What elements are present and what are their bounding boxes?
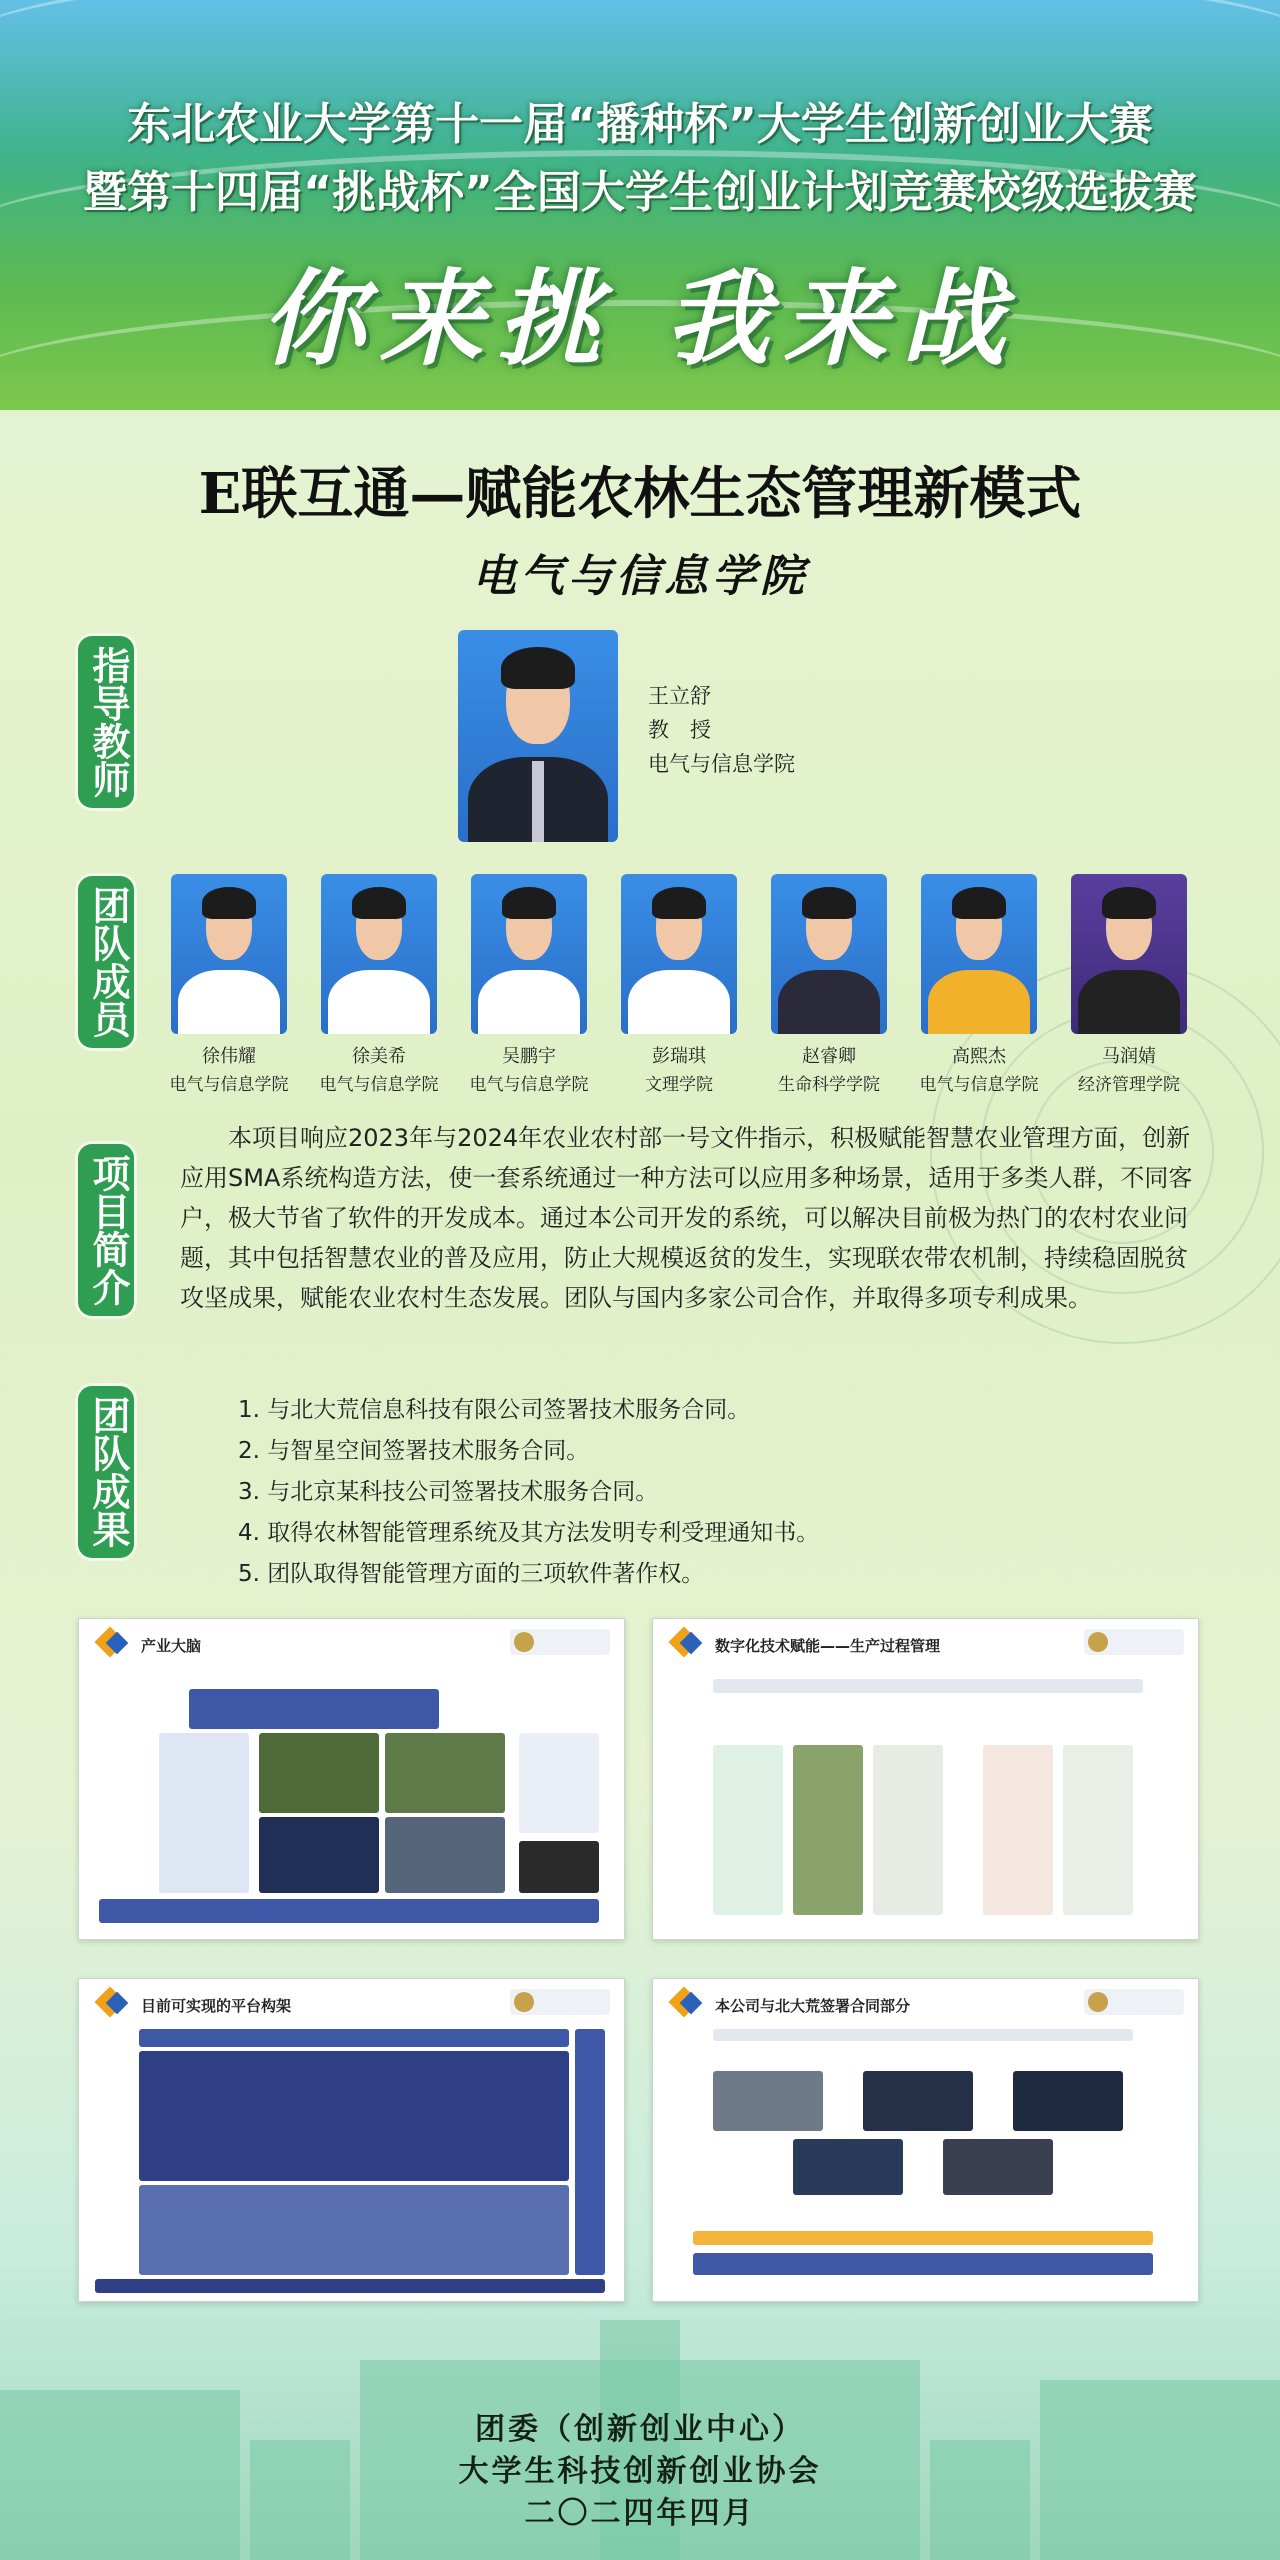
- section-tag-intro: 项目简介: [78, 1144, 134, 1316]
- screenshot-production-management: [652, 1618, 1199, 1940]
- advisor-photo-tie: [532, 761, 545, 842]
- achievement-item: 2. 与智星空间签署技术服务合同。: [238, 1438, 590, 1464]
- member-photo: [771, 874, 887, 1034]
- slogan: 你来挑 我来战: [260, 257, 1020, 380]
- member-name: 徐伟耀: [202, 1046, 256, 1067]
- footer-association: 大学生科技创新创业协会: [458, 2454, 822, 2489]
- phone-thumbnail: [713, 1745, 783, 1915]
- member-card: [304, 874, 454, 1095]
- member-name: 徐美希: [352, 1046, 406, 1067]
- university-logo-icon: [1084, 1989, 1184, 2015]
- screenshot-title: 本公司与北大荒签署合同部分: [715, 1997, 911, 2015]
- member-card: [1054, 874, 1204, 1095]
- phone-thumbnail: [873, 1745, 943, 1915]
- diagram-block: [693, 2231, 1153, 2245]
- screenshot-platform-architecture: [78, 1978, 625, 2302]
- diagram-block: [139, 2029, 569, 2047]
- diagram-block: [159, 1733, 249, 1893]
- map-thumbnail: [259, 1733, 379, 1813]
- screenshot-title: 数字化技术赋能——生产过程管理: [715, 1637, 941, 1655]
- member-college: 文理学院: [645, 1075, 713, 1095]
- diagram-block: [713, 1679, 1143, 1693]
- project-college: 电气与信息学院: [472, 551, 808, 602]
- achievement-item: 5. 团队取得智能管理方面的三项软件著作权。: [238, 1561, 705, 1587]
- diagram-block: [139, 2051, 569, 2181]
- project-intro-text: 本项目响应2023年与2024年农业农村部一号文件指示，积极赋能智慧农业管理方面，创新应用SMA系统构造方法，使一套系统通过一种方法可以应用多种场景，适用于多类人群，不同客户，极大节省了软件的开发成本。通过本公司开发的系统，可以解决目前极为热门的农村农业问题，其中包括智慧农业的普及应用，防止大规模返贫的发生，实现联农带农机制，持续稳固脱贫攻坚成果，赋能农业农村生态发展。团队与国内多家公司合作，并取得多项专利成果。: [180, 1124, 1193, 1312]
- section-tag-team: 团队成员: [78, 876, 134, 1048]
- diagram-block: [575, 2029, 605, 2275]
- member-card: [454, 874, 604, 1095]
- member-photo: [471, 874, 587, 1034]
- footer-organizer: 团委（创新创业中心）: [475, 2412, 805, 2447]
- diagram-block: [693, 2253, 1153, 2275]
- achievements-list: [238, 1390, 1198, 1595]
- university-logo-icon: [510, 1989, 610, 2015]
- member-college: 生命科学学院: [778, 1075, 880, 1095]
- member-name: 彭瑞琪: [652, 1046, 706, 1067]
- dashboard-thumbnail: [1013, 2071, 1123, 2131]
- map-thumbnail: [385, 1733, 505, 1813]
- member-college: 电气与信息学院: [469, 1075, 589, 1095]
- section-tag-advisor: 指导教师: [78, 636, 134, 808]
- dashboard-thumbnail: [863, 2071, 973, 2131]
- diagram-block: [519, 1733, 599, 1833]
- event-title-line2: 暨第十四届“挑战杯”全国大学生创业计划竞赛校级选拔赛: [83, 167, 1197, 218]
- section-tag-achievements: 团队成果: [78, 1386, 134, 1558]
- member-photo: [171, 874, 287, 1034]
- diagram-block: [139, 2185, 569, 2275]
- member-photo: [621, 874, 737, 1034]
- dashboard-thumbnail: [713, 2071, 823, 2131]
- member-name: 吴鹏宇: [502, 1046, 556, 1067]
- member-name: 高熙杰: [952, 1046, 1006, 1067]
- project-title: E联互通—赋能农林生态管理新模式: [198, 461, 1082, 527]
- event-title-line1: 东北农业大学第十一届“播种杯”大学生创新创业大赛: [127, 99, 1153, 150]
- screenshot-title: 目前可实现的平台构架: [141, 1997, 292, 2015]
- screenshot-industry-brain: [78, 1618, 625, 1940]
- member-card: [754, 874, 904, 1095]
- advisor-college: 电气与信息学院: [648, 752, 795, 776]
- diagram-block: [95, 2279, 605, 2293]
- achievement-item: 1. 与北大荒信息科技有限公司签署技术服务合同。: [238, 1397, 751, 1423]
- member-college: 电气与信息学院: [319, 1075, 439, 1095]
- member-photo: [321, 874, 437, 1034]
- diagram-block: [519, 1841, 599, 1893]
- university-logo-icon: [510, 1629, 610, 1655]
- screenshot-contract-section: [652, 1978, 1199, 2302]
- screenshot-title: 产业大脑: [141, 1637, 202, 1655]
- phone-thumbnail: [983, 1745, 1053, 1915]
- achievement-item: 3. 与北京某科技公司签署技术服务合同。: [238, 1479, 659, 1505]
- dashboard-thumbnail: [943, 2139, 1053, 2195]
- advisor-title: 教 授: [648, 718, 711, 742]
- dashboard-thumbnail: [793, 2139, 903, 2195]
- member-name: 赵睿卿: [802, 1046, 856, 1067]
- member-college: 经济管理学院: [1078, 1075, 1180, 1095]
- advisor-photo-hair: [501, 647, 575, 689]
- university-logo-icon: [1084, 1629, 1184, 1655]
- advisor-photo: [458, 630, 618, 842]
- member-name: 马润婧: [1102, 1046, 1156, 1067]
- phone-thumbnail: [793, 1745, 863, 1915]
- diagram-block: [189, 1689, 439, 1729]
- achievement-item: 4. 取得农林智能管理系统及其方法发明专利受理通知书。: [238, 1520, 820, 1546]
- member-photo: [1071, 874, 1187, 1034]
- member-college: 电气与信息学院: [169, 1075, 289, 1095]
- member-card: [904, 874, 1054, 1095]
- member-photo: [921, 874, 1037, 1034]
- member-card: [154, 874, 304, 1095]
- map-thumbnail: [385, 1817, 505, 1893]
- diagram-block: [713, 2029, 1133, 2041]
- member-college: 电气与信息学院: [919, 1075, 1039, 1095]
- header-banner: [0, 0, 1280, 410]
- member-card: [604, 874, 754, 1095]
- diagram-block: [99, 1899, 599, 1923]
- advisor-name: 王立舒: [648, 684, 711, 708]
- footer-date: 二〇二四年四月: [524, 2496, 756, 2531]
- map-thumbnail: [259, 1817, 379, 1893]
- phone-thumbnail: [1063, 1745, 1133, 1915]
